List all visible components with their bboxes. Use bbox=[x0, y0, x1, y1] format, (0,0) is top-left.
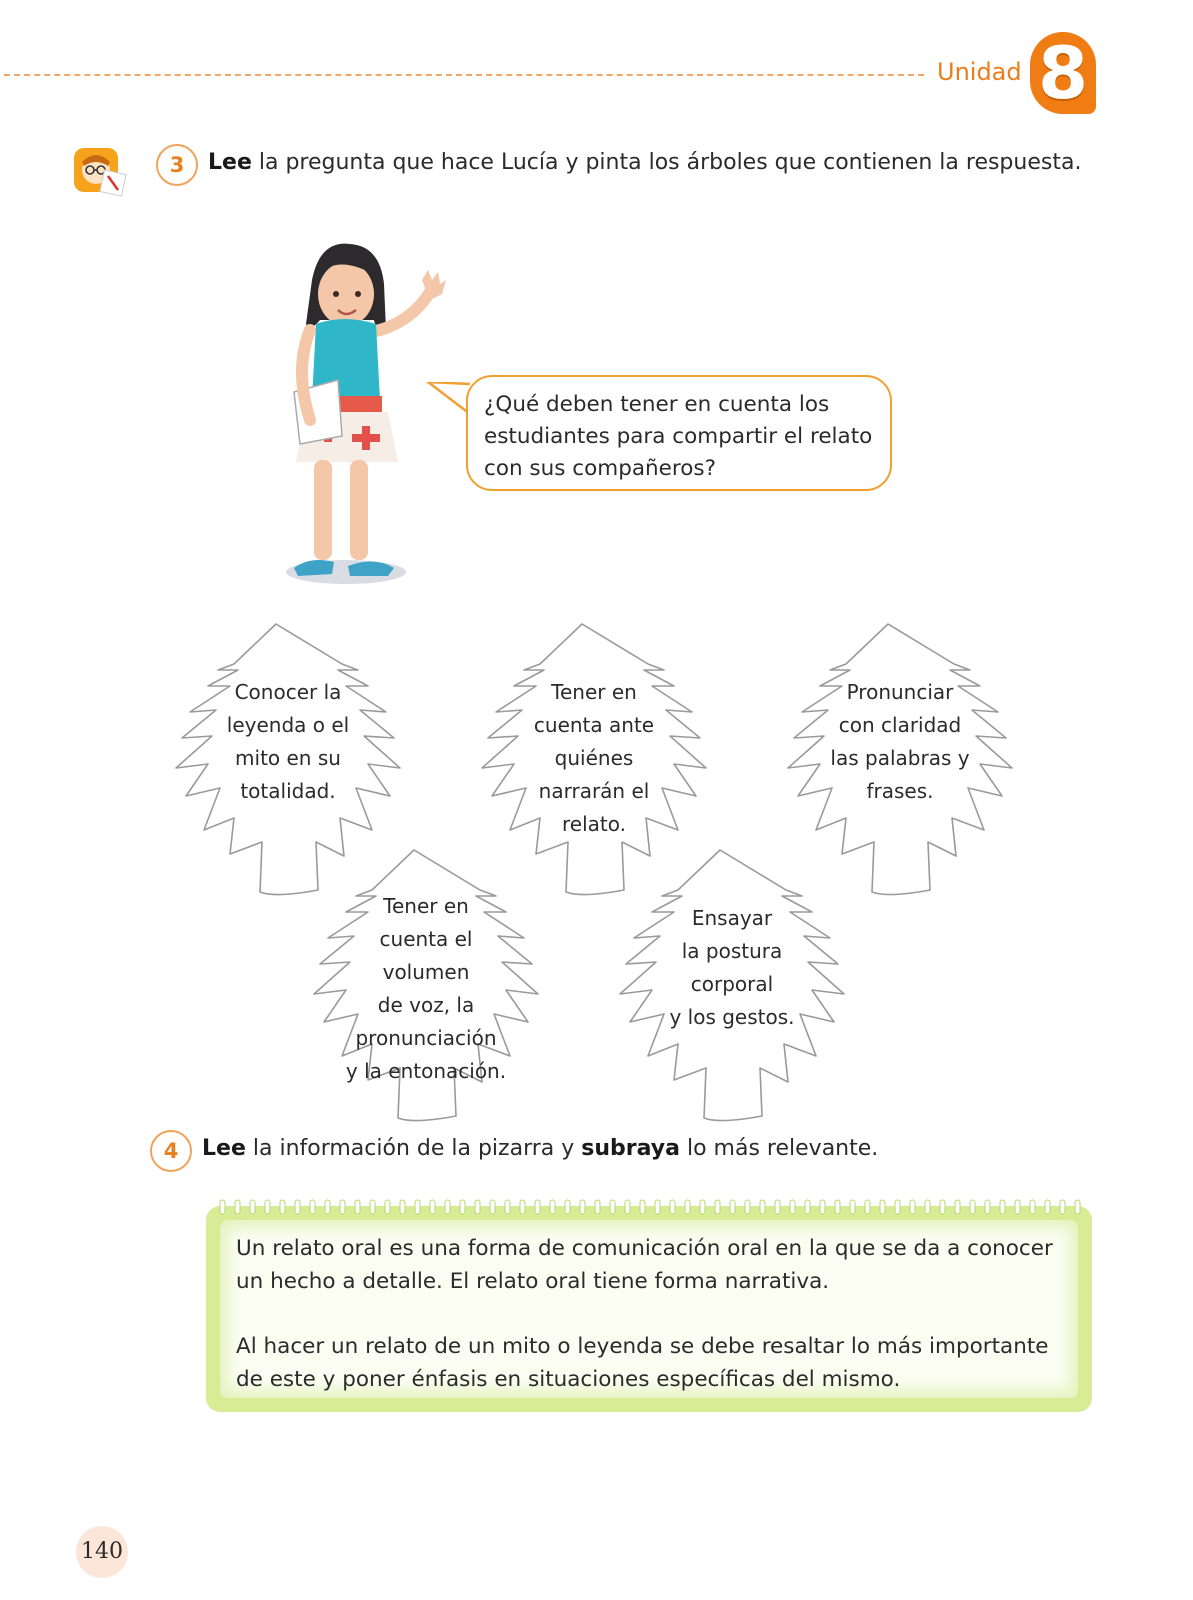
tree-text-line: Conocer la bbox=[234, 680, 342, 704]
tree-text bbox=[198, 676, 378, 808]
tree-text-line: narrarán el bbox=[538, 779, 650, 803]
activity-3-instruction bbox=[208, 150, 1081, 175]
tree-text-line: de voz, la bbox=[377, 993, 475, 1017]
tree-text-line: leyenda o el bbox=[226, 713, 350, 737]
tree-text bbox=[642, 902, 822, 1034]
tree-text-line: volumen bbox=[382, 960, 470, 984]
tree-text-line: con claridad bbox=[838, 713, 962, 737]
unit-number: 8 bbox=[1037, 31, 1089, 115]
tree-option-4[interactable] bbox=[306, 846, 546, 1136]
unit-number-badge bbox=[1030, 32, 1096, 114]
activity-3-verb: Lee bbox=[208, 150, 252, 175]
activity-4-text-1: la información de la pizarra y bbox=[245, 1136, 582, 1161]
tree-text-line: las palabras y bbox=[830, 746, 970, 770]
tree-text-line: frases. bbox=[866, 779, 934, 803]
tree-option-5[interactable] bbox=[612, 846, 852, 1136]
activity-3-number: 3 bbox=[156, 144, 198, 186]
tree-text-line: corporal bbox=[690, 972, 774, 996]
header-dashed-line bbox=[4, 74, 924, 76]
board-paragraph-2[interactable]: Al hacer un relato de un mito o leyenda se debe resaltar lo más importante de este y poner énfasis en situaciones específicas del mismo. bbox=[236, 1334, 1049, 1392]
activity-4-number: 4 bbox=[150, 1130, 192, 1172]
activity-4-instruction bbox=[202, 1136, 878, 1161]
tree-text bbox=[336, 890, 516, 1088]
board-paragraph-1[interactable]: Un relato oral es una forma de comunicación oral en la que se da a conocer un hecho a detalle. El relato oral tiene forma narrativa. bbox=[236, 1236, 1053, 1294]
tree-text-line: quiénes bbox=[554, 746, 634, 770]
tree-text-line: Tener en bbox=[383, 894, 469, 918]
page-number: 140 bbox=[76, 1526, 128, 1578]
tree-text-line: Tener en bbox=[551, 680, 637, 704]
chalkboard-content bbox=[220, 1220, 1078, 1398]
tree-text-line: cuenta ante bbox=[533, 713, 655, 737]
reading-activity-icon bbox=[72, 146, 128, 198]
activity-3-text: la pregunta que hace Lucía y pinta los árboles que contienen la respuesta. bbox=[251, 150, 1082, 175]
tree-text-line: Pronunciar bbox=[846, 680, 954, 704]
chalkboard bbox=[206, 1206, 1092, 1412]
tree-text-line: pronunciación bbox=[355, 1026, 497, 1050]
tree-text bbox=[810, 676, 990, 808]
tree-text-line: cuenta el bbox=[379, 927, 473, 951]
activity-4-verb-read: Lee bbox=[202, 1136, 246, 1161]
chalkboard-ring-binding bbox=[214, 1198, 1084, 1216]
tree-text-line: relato. bbox=[562, 812, 626, 836]
speech-bubble-question: ¿Qué deben tener en cuenta los estudiantes para compartir el relato con sus compañeros? bbox=[466, 375, 892, 491]
tree-text bbox=[504, 676, 684, 841]
tree-text-line: Ensayar bbox=[691, 906, 773, 930]
tree-text-line: y la entonación. bbox=[345, 1059, 507, 1083]
unit-label: Unidad bbox=[937, 58, 1022, 86]
girl-illustration bbox=[280, 240, 480, 610]
tree-text-line: y los gestos. bbox=[669, 1005, 795, 1029]
tree-text-line: la postura bbox=[681, 939, 783, 963]
activity-4-verb-underline: subraya bbox=[581, 1136, 680, 1161]
tree-text-line: totalidad. bbox=[240, 779, 336, 803]
tree-text-line: mito en su bbox=[235, 746, 341, 770]
activity-4-text-2: lo más relevante. bbox=[680, 1136, 879, 1161]
